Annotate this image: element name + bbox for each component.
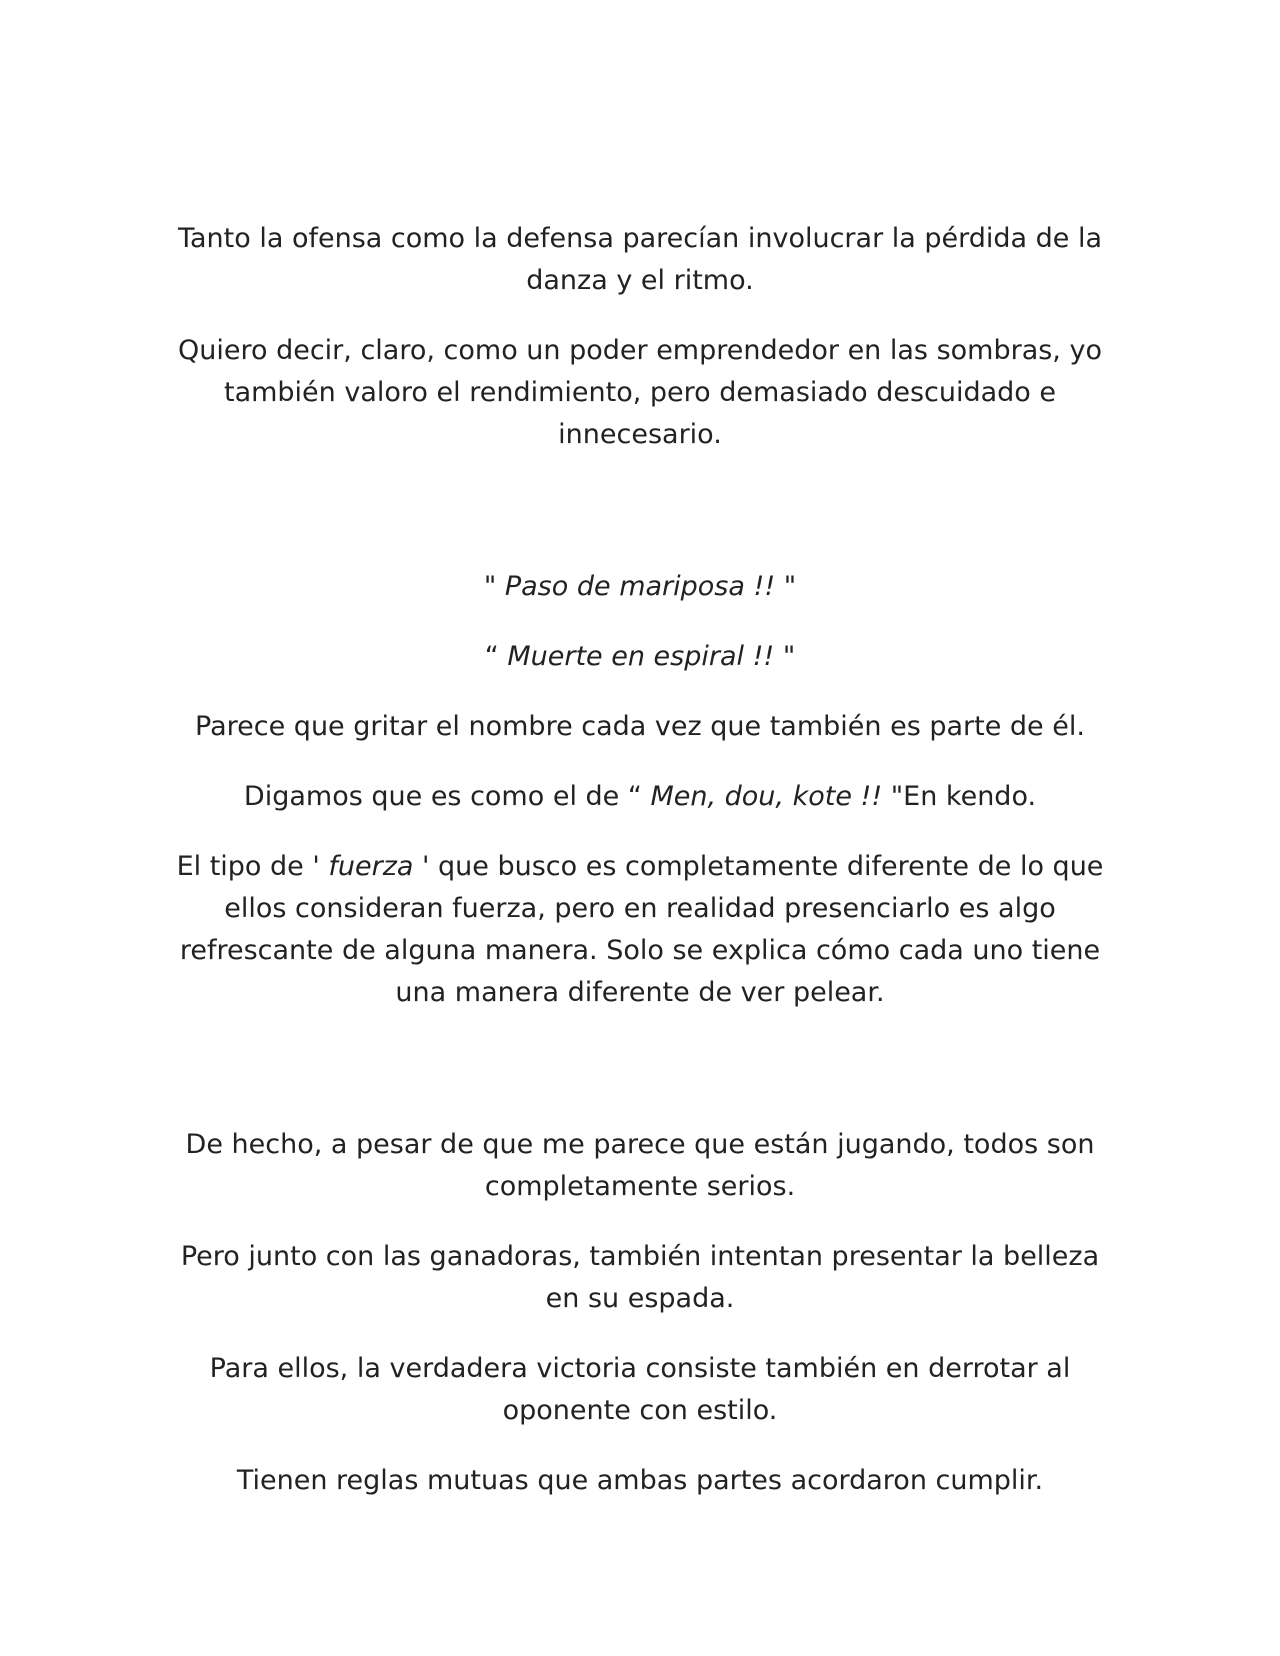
paragraph-6-pre: Digamos que es como el de “ [243,781,651,812]
quote-paso-de-mariposa [170,566,1110,608]
quote-muerte-en-espiral [170,636,1110,678]
paragraph-1: Tanto la ofensa como la defensa parecían involucrar la pérdida de la danza y el ritmo. [177,223,1103,296]
paragraph-11: Tienen reglas mutuas que ambas partes acordaron cumplir. [236,1465,1044,1496]
quote-text: Paso de mariposa !! [504,571,776,602]
quote-open: " [483,571,505,602]
paragraph-7-italic: fuerza [328,851,414,882]
paragraph-8: De hecho, a pesar de que me parece que están jugando, todos son completamente serios. [185,1129,1095,1202]
paragraph-7 [170,846,1110,1014]
quote-open: “ [484,641,508,672]
quote-close: " [774,641,796,672]
paragraph-6 [170,776,1110,818]
quote-close: " [775,571,797,602]
paragraph-6-italic: Men, dou, kote !! [650,781,883,812]
paragraph-10: Para ellos, la verdadera victoria consiste también en derrotar al oponente con estilo. [209,1353,1071,1426]
paragraph-6-post: "En kendo. [882,781,1037,812]
document-body [170,218,1110,1502]
paragraph-9: Pero junto con las ganadoras, también intentan presentar la belleza en su espada. [180,1241,1100,1314]
paragraph-7-pre: El tipo de ' [176,851,329,882]
paragraph-7-post: ' que busco es completamente diferente de lo que ellos consideran fuerza, pero en realidad presenciarlo es algo refrescante de alguna manera. Solo se explica cómo cada uno tiene una manera diferente de ver pelear. [179,851,1104,1008]
paragraph-2: Quiero decir, claro, como un poder emprendedor en las sombras, yo también valoro el rendimiento, pero demasiado descuidado e innecesario. [178,335,1102,450]
quote-text: Muerte en espiral !! [507,641,775,672]
paragraph-5: Parece que gritar el nombre cada vez que también es parte de él. [195,711,1085,742]
